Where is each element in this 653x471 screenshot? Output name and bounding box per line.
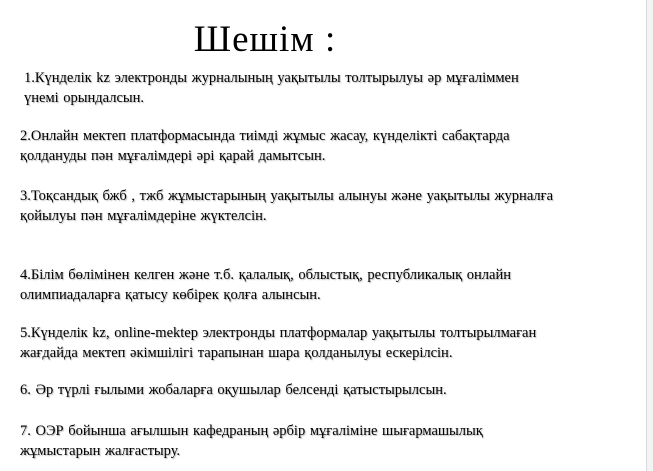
item-1-line-1: 1.Күнделік kz электронды журналының уақытылы толтырылуы әр мұғаліммен [24, 70, 519, 86]
item-5-line-1: 5.Күнделік kz, online-mektep электронды платформалар уақытылы толтырылмаған [20, 325, 537, 341]
item-7-line-2: жұмыстарын жалғастыру. [20, 443, 181, 459]
decision-item-2 [20, 126, 610, 166]
item-2-line-1: 2.Онлайн мектеп платформасында тиімді жұмыс жасау, күнделікті сабақтарда [20, 128, 510, 144]
item-3-line-1: 3.Тоқсандық бжб , тжб жұмыстарының уақытылы алынуы және уақытылы журналға [20, 188, 554, 204]
decision-item-7 [20, 421, 610, 461]
decision-item-6 [20, 380, 610, 400]
decision-item-1 [24, 68, 614, 108]
decision-item-5 [20, 323, 610, 363]
item-7-line-1: 7. ОЭР бойынша ағылшын кафедраның әрбір мұғаліміне шығармашылық [20, 423, 483, 439]
page-title: Шешім : [193, 19, 337, 60]
decision-item-4 [20, 265, 610, 305]
item-4-line-1: 4.Білім бөлімінен келген және т.б. қалалық, облыстық, республикалық онлайн [20, 267, 511, 283]
item-1-line-2: үнемі орындалсын. [24, 90, 145, 106]
item-2-line-2: қолдануды пән мұғалімдері әрі қарай дамытсын. [20, 148, 326, 164]
item-3-line-2: қойылуы пән мұғалімдеріне жүктелсін. [20, 208, 267, 224]
item-5-line-2: жағдайда мектеп әкімшілігі тарапынан шара қолданылуы ескерілсін. [20, 345, 453, 361]
window-right-edge [646, 0, 653, 471]
item-6-line-1: 6. Әр түрлі ғылыми жобаларға оқушылар белсенді қатыстырылсын. [20, 382, 447, 398]
decision-item-3 [20, 186, 610, 226]
item-4-line-2: олимпиадаларға қатысу көбірек қолға алынсын. [20, 287, 321, 303]
